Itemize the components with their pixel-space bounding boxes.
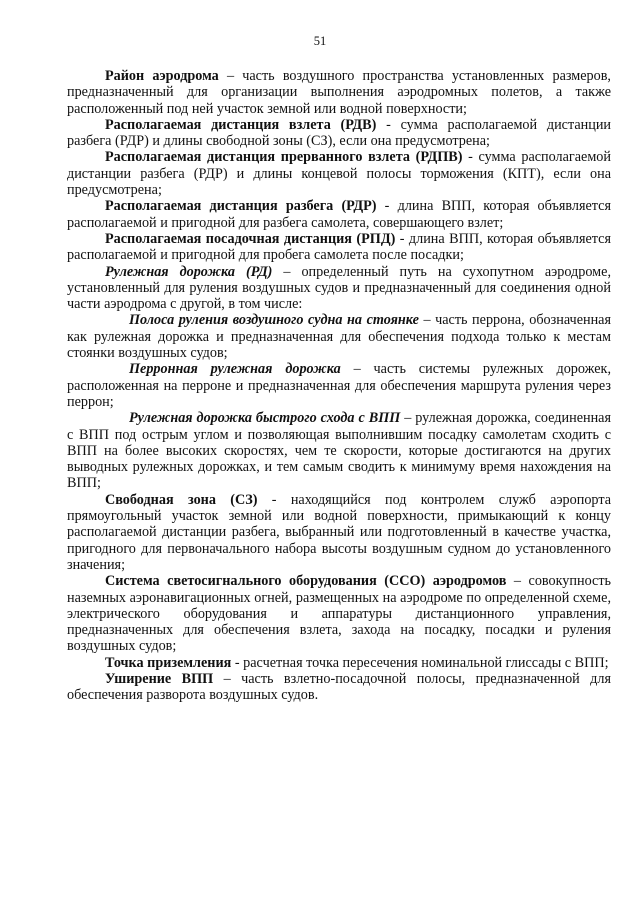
definition-paragraph	[67, 492, 611, 573]
definition-text: - длина ВПП, которая объявляется располагаемой и пригодной для разбега самолета, совершающего взлет;	[67, 198, 611, 231]
definition-text: - находящийся под контролем служб аэропорта прямоугольный участок земной или водной поверхности, примыкающий к концу располагаемой дистанции разбега, выбранный или подготовленный в качестве участка, пригодного для первоначального набора высоты воздушным судном до установленного значения;	[67, 491, 611, 573]
definition-text: – часть системы рулежных дорожек, расположенная на перроне и предназначенная для обеспечения маршрута руления через перрон;	[67, 361, 611, 410]
definition-text: – часть взлетно-посадочной полосы, предназначенной для обеспечения разворота воздушных судов.	[67, 670, 611, 704]
definition-term: Уширение ВПП	[105, 670, 214, 687]
definition-term: Рулежная дорожка быстрого схода с ВПП	[129, 410, 401, 427]
definition-paragraph	[67, 671, 611, 704]
definition-text: - сумма располагаемой дистанции разбега (РДР) и длины свободной зоны (СЗ), если она предусмотрена;	[67, 116, 612, 150]
definition-text: - сумма располагаемой дистанции разбега (РДР) и длины концевой полосы торможения (КПТ), если она предусмотрена;	[67, 149, 611, 199]
definition-paragraph	[67, 410, 611, 491]
definition-paragraph	[67, 198, 611, 231]
definition-paragraph	[67, 117, 611, 150]
definition-term: Перронная рулежная дорожка	[129, 361, 341, 378]
definition-term: Полоса руления воздушного судна на стоянке	[129, 312, 419, 329]
definition-paragraph	[67, 264, 611, 313]
definition-text: - расчетная точка пересечения номинальной глиссады с ВПП;	[231, 654, 609, 671]
definition-paragraph	[67, 361, 611, 410]
definition-term: Располагаемая дистанция разбега (РДР)	[105, 198, 377, 215]
definition-text: – определенный путь на сухопутном аэродроме, установленный для руления воздушных судов и предназначенный для соединения одной части аэродрома с другой, в том числе:	[67, 263, 612, 313]
definition-paragraph	[67, 312, 611, 361]
definition-term: Располагаемая дистанция взлета (РДВ)	[105, 116, 377, 133]
definition-paragraph	[67, 68, 611, 117]
page-number: 51	[313, 34, 327, 48]
definition-term: Точка приземления	[105, 654, 232, 671]
definition-text: – совокупность наземных аэронавигационных огней, размещенных на аэродроме по определенной схеме, электрического оборудования и аппаратуры дистанционного управления, предназначенных для обеспечения взлета, захода на посадку, посадки и руления воздушных судов;	[67, 573, 611, 655]
definition-paragraph	[67, 231, 611, 264]
definition-term: Система светосигнального оборудования (ССО) аэродромов	[105, 573, 507, 590]
definition-paragraph	[67, 149, 611, 198]
definition-term: Свободная зона (СЗ)	[105, 491, 258, 508]
definition-term: Рулежная дорожка (РД)	[105, 263, 273, 280]
definition-text: – часть воздушного пространства установленных размеров, предназначенный для организации выполнения аэродромных полетов, а также расположенный под ней участок земной или водной поверхности;	[67, 68, 611, 117]
definition-term: Район аэродрома	[105, 68, 219, 84]
definition-text: – часть перрона, обозначенная как рулежная дорожка и предназначенная для обеспечения подхода только к местам стоянки воздушных судов;	[67, 312, 611, 362]
definition-text: – рулежная дорожка, соединенная с ВПП под острым углом и позволяющая выполнившим посадку самолетам сходить с ВПП на более высоких скоростях, чем те скорости, которые достигаются на других выводных рулежных дорожках, и тем самым сводить к минимуму время нахождения на ВПП;	[67, 410, 611, 492]
definition-term: Располагаемая дистанция прерванного взлета (РДПВ)	[105, 149, 463, 166]
definition-text: - длина ВПП, которая объявляется располагаемой и пригодной для пробега самолета после посадки;	[67, 230, 611, 264]
definition-paragraph	[67, 573, 611, 654]
document-body	[67, 68, 611, 704]
definition-paragraph	[67, 655, 611, 671]
definition-term: Располагаемая посадочная дистанция (РПД)	[105, 230, 396, 247]
